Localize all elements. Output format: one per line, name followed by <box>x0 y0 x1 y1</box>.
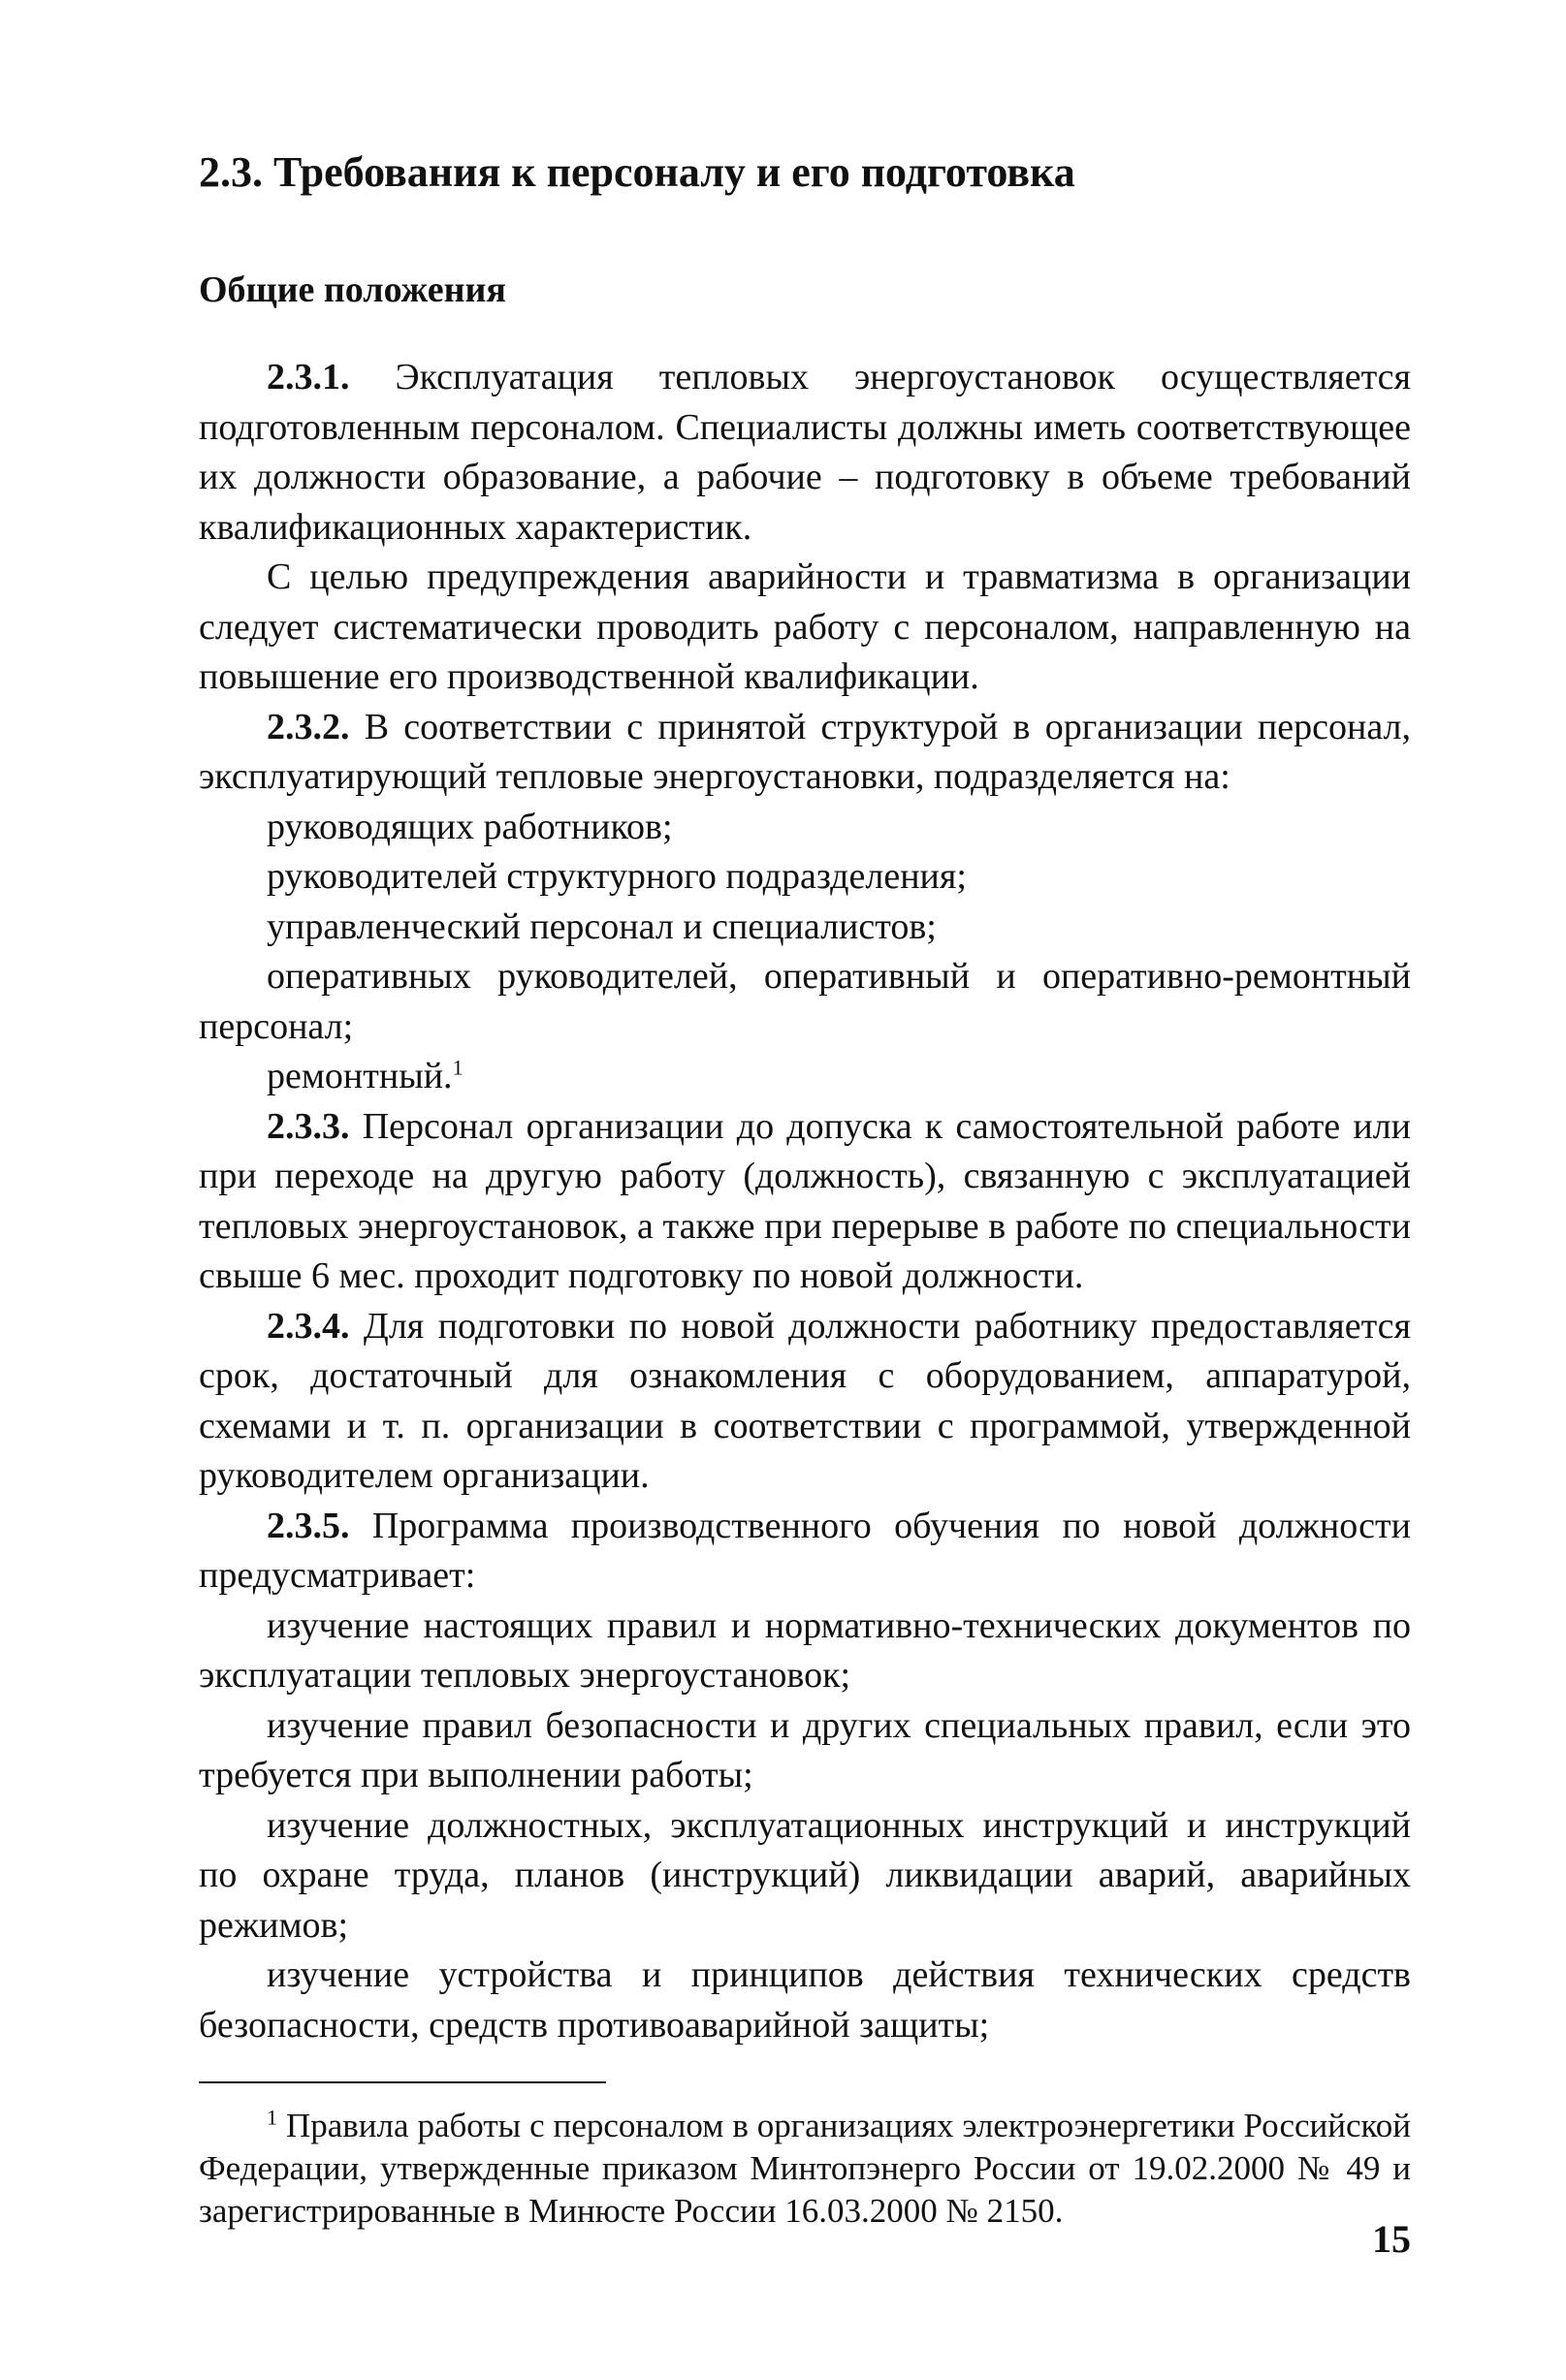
paragraph-purpose <box>199 553 1411 703</box>
section-title: 2.3. Требования к персоналу и его подготовка <box>199 148 1075 196</box>
paragraph-text: Эксплуатация тепловых энергоустановок осуществляется подготовленным персоналом. Специалисты должны иметь соответствующее их должности образование, а рабочие – подготовку в объеме требований квалификационных характеристик. <box>199 357 1411 548</box>
paragraph-number: 2.3.5. <box>267 1505 350 1546</box>
paragraph-number: 2.3.3. <box>267 1105 350 1147</box>
list-item <box>199 1052 1411 1102</box>
subsection-title: Общие положения <box>199 270 506 310</box>
paragraph-number: 2.3.4. <box>267 1305 350 1347</box>
paragraph-2-3-2 <box>199 703 1411 803</box>
page-number: 15 <box>1372 2217 1411 2261</box>
list-item: изучение настоящих правил и нормативно-технических документов по эксплуатации тепловых энергоустановок; <box>199 1604 1411 1696</box>
paragraph-2-3-4 <box>199 1302 1411 1502</box>
paragraph-text: Программа производственного обучения по новой должности предусматривает: <box>199 1505 1411 1596</box>
paragraph-2-3-5 <box>199 1502 1411 1602</box>
paragraph-text: Для подготовки по новой должности работнику предоставляется срок, достаточный для ознакомления с оборудованием, аппаратурой, схемами и т. п. организации в соответствии с программой, утвержденной руководителем организации. <box>199 1305 1411 1496</box>
footnote-divider <box>199 2081 606 2083</box>
list-item: руководящих работников; <box>267 806 673 847</box>
list-item: управленческий персонал и специалистов; <box>267 905 937 947</box>
list-item-text: ремонтный. <box>267 1056 453 1096</box>
paragraph-2-3-3 <box>199 1102 1411 1302</box>
paragraph-number: 2.3.1. <box>267 357 350 397</box>
document-page <box>199 145 1411 2233</box>
list-item: руководителей структурного подразделения; <box>267 856 967 897</box>
footnote-reference[interactable]: 1 <box>452 1055 463 1080</box>
paragraph-number: 2.3.2. <box>267 706 350 747</box>
paragraph-text: Персонал организации до допуска к самостоятельной работе или при переходе на другую работу (должность), связанную с эксплуатацией тепловых энергоустановок, а также при перерыве в работе по специальности свыше 6 мес. проходит подготовку по новой должности. <box>199 1105 1411 1296</box>
footnote-marker: 1 <box>267 2105 277 2130</box>
list-item: изучение устройства и принципов действия технических средств безопасности, средств противоаварийной защиты; <box>199 1954 1411 2046</box>
paragraph-text: С целью предупреждения аварийности и травматизма в организации следует систематически проводить работу с персоналом, направленную на повышение его производственной квалификации. <box>199 556 1411 697</box>
list-item: оперативных руководителей, оперативный и оперативно-ремонтный персонал; <box>199 956 1411 1047</box>
footnote-text: Правила работы с персоналом в организациях электроэнергетики Российской Федерации, утвержденные приказом Минтопэнерго России от 19.02.2000 № 49 и зарегистрированные в Минюсте России 16.03.2000 № 2150. <box>199 2107 1411 2230</box>
footnote <box>199 2105 1411 2233</box>
paragraph-text: В соответствии с принятой структурой в организации персонал, эксплуатирующий тепловые энергоустановки, подразделяется на: <box>199 706 1411 797</box>
list-item: изучение должностных, эксплуатационных инструкций и инструкций по охране труда, планов (инструкций) ликвидации аварий, аварийных режимов; <box>199 1804 1411 1946</box>
paragraph-2-3-1 <box>199 353 1411 553</box>
list-item: изучение правил безопасности и других специальных правил, если это требуется при выполнении работы; <box>199 1704 1411 1795</box>
